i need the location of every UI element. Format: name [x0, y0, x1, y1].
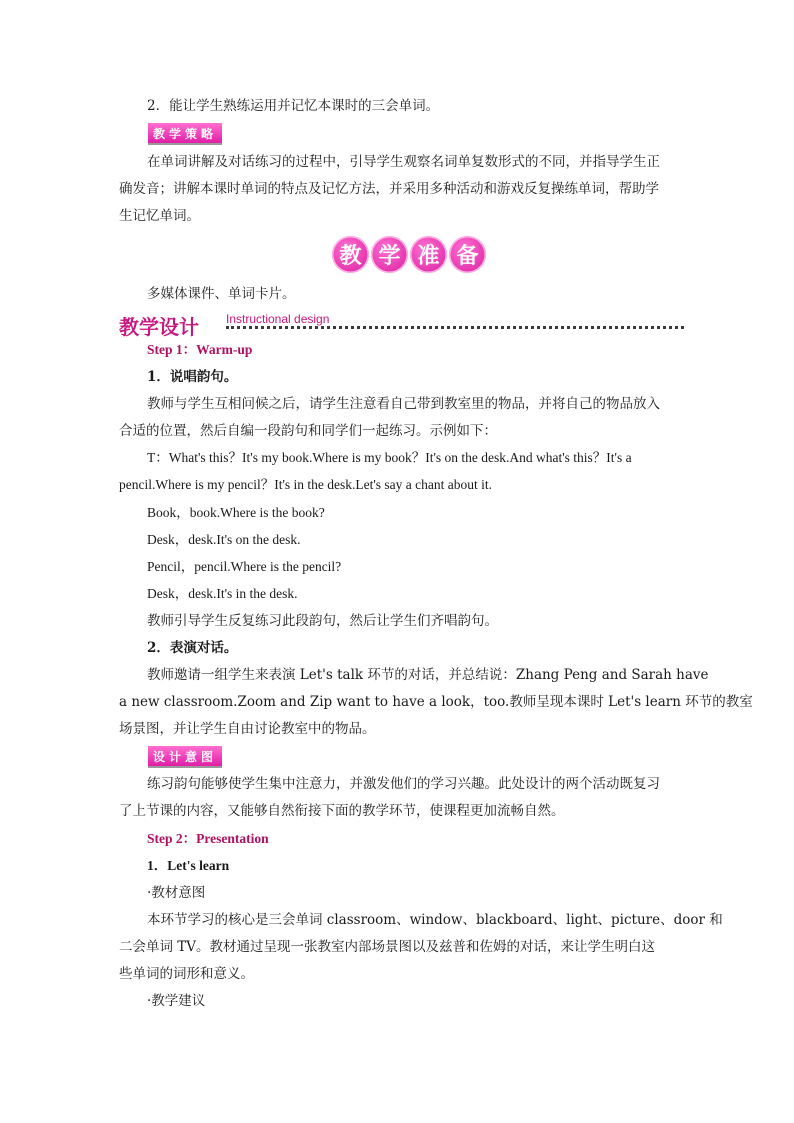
- tag-teaching-strategy: [148, 123, 222, 145]
- intent-line-2: 了上节课的内容，又能够自然衔接下面的教学环节，使课程更加流畅自然。: [119, 803, 565, 819]
- strategy-line-1: 在单词讲解及对话练习的过程中，引导学生观察名词单复数形式的不同，并指导学生正: [147, 154, 660, 170]
- paragraph-4-line-3: 些单词的词形和意义。: [119, 966, 254, 982]
- paragraph-3-line-3: 场景图，并让学生自由讨论教室中的物品。: [119, 721, 376, 737]
- paragraph-1-line-1: 教师与学生互相问候之后，请学生注意看自己带到教室里的物品，并将自己的物品放入: [147, 396, 660, 412]
- item-2-heading: 2．表演对话。: [147, 640, 238, 656]
- strategy-line-3: 生记忆单词。: [119, 208, 200, 224]
- item-1-heading: 1．说唱韵句。: [147, 369, 238, 385]
- banner-circle: 教: [332, 236, 369, 273]
- tag-label: 设计意图: [153, 749, 218, 764]
- tag-label: 教学策略: [153, 126, 218, 141]
- paragraph-2: 教师引导学生反复练习此段韵句，然后让学生们齐唱韵句。: [147, 613, 498, 629]
- intent-line-1: 练习韵句能够使学生集中注意力，并激发他们的学习兴趣。此处设计的两个活动既复习: [147, 776, 660, 792]
- banner-circle: 准: [410, 236, 447, 273]
- objective-2: 2．能让学生熟练运用并记忆本课时的三会单词。: [147, 98, 440, 114]
- dialog-line-1: T：What's this？It's my book.Where is my book？It's on the desk.And what's this？It's a: [147, 450, 632, 465]
- chant-line-3: Pencil，pencil.Where is the pencil?: [147, 559, 342, 574]
- bullet-textbook-intent: ·教材意图: [147, 885, 206, 901]
- banner-circle: 备: [449, 236, 486, 273]
- step-2-heading: Step 2：Presentation: [147, 831, 269, 846]
- dialog-line-2: pencil.Where is my pencil？It's in the desk.Let's say a chant about it.: [119, 477, 493, 492]
- bullet-teaching-suggestion: ·教学建议: [147, 993, 206, 1009]
- chant-line-4: Desk，desk.It's in the desk.: [147, 586, 298, 601]
- preparation-text: 多媒体课件、单词卡片。: [147, 286, 296, 302]
- paragraph-3-line-2: a new classroom.Zoom and Zip want to have a look，too.教师呈现本课时 Let's learn 环节的教室: [119, 694, 753, 710]
- banner-circle: 学: [371, 236, 408, 273]
- teaching-preparation-banner: [332, 236, 488, 274]
- paragraph-4-line-1: 本环节学习的核心是三会单词 classroom、window、blackboard、light、picture、door 和: [147, 912, 723, 928]
- step-1-heading: Step 1：Warm-up: [147, 342, 253, 357]
- chant-line-2: Desk，desk.It's on the desk.: [147, 532, 301, 547]
- paragraph-3-line-1: 教师邀请一组学生来表演 Let's talk 环节的对话，并总结说：Zhang Peng and Sarah have: [147, 667, 709, 683]
- dotted-divider: [226, 326, 684, 329]
- paragraph-1-line-2: 合适的位置，然后自编一段韵句和同学们一起练习。示例如下：: [119, 423, 497, 439]
- strategy-line-2: 确发音；讲解本课时单词的特点及记忆方法，并采用多种活动和游戏反复操练单词，帮助学: [119, 181, 659, 197]
- paragraph-4-line-2: 二会单词 TV。教材通过呈现一张教室内部场景图以及兹普和佐姆的对话，来让学生明白这: [119, 939, 656, 955]
- section-title: 教学设计: [119, 315, 199, 339]
- chant-line-1: Book，book.Where is the book?: [147, 505, 325, 520]
- tag-design-intent: [148, 746, 222, 768]
- item-3-heading: 1．Let's learn: [147, 858, 230, 873]
- section-subtitle: Instructional design: [226, 312, 330, 326]
